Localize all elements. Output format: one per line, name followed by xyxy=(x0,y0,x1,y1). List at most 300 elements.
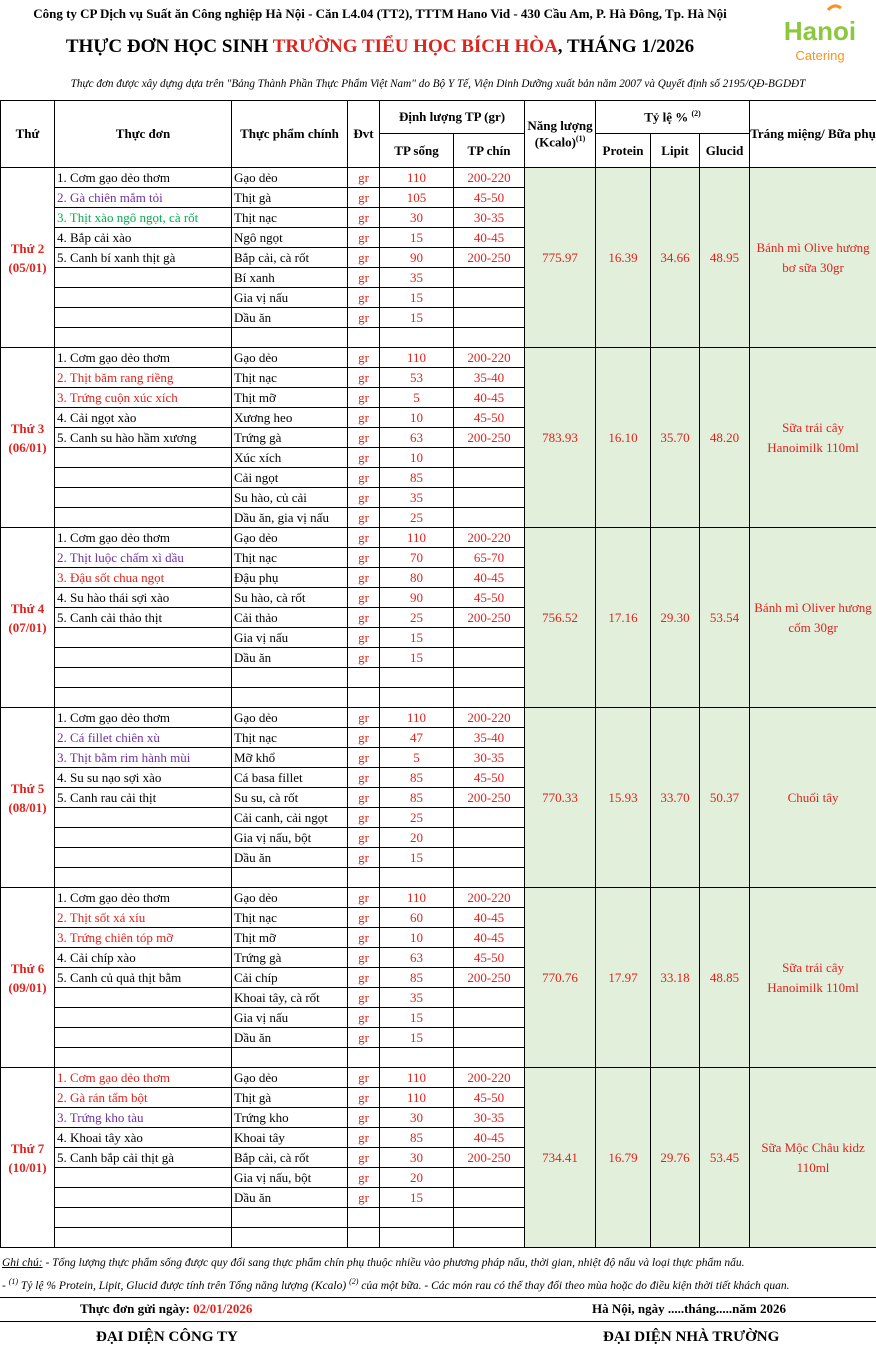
unit-cell: gr xyxy=(348,248,380,268)
cooked-qty-cell xyxy=(454,1048,525,1068)
raw-qty-cell: 20 xyxy=(380,1168,454,1188)
raw-qty-cell: 110 xyxy=(380,708,454,728)
cooked-qty-cell: 40-45 xyxy=(454,568,525,588)
cooked-qty-cell xyxy=(454,508,525,528)
food-item: Su hào, cà rốt xyxy=(232,588,348,608)
unit-cell: gr xyxy=(348,628,380,648)
note-label: Ghi chú: xyxy=(2,1257,43,1269)
dish-item xyxy=(55,308,232,328)
menu-table xyxy=(0,100,876,1248)
dish-item: 1. Cơm gạo dẻo thơm xyxy=(55,1068,232,1088)
raw-qty-cell xyxy=(380,328,454,348)
cooked-qty-cell: 200-250 xyxy=(454,1148,525,1168)
col-glucid-header: Glucid xyxy=(700,134,750,168)
cooked-qty-cell xyxy=(454,828,525,848)
food-item: Su hào, củ cải xyxy=(232,488,348,508)
day-cell xyxy=(1,888,55,1068)
hanoi-catering-logo xyxy=(770,2,870,68)
cooked-qty-cell xyxy=(454,468,525,488)
col-energy-header xyxy=(525,101,596,168)
dish-item: 5. Canh bí xanh thịt gà xyxy=(55,248,232,268)
note-line-1: - Tổng lượng thực phẩm sống được quy đổi sang thực phẩm chín phụ thuộc nhiều vào phương pháp nấu, thời gian, nhiệt độ nấu và loại thực phẩm nấu. xyxy=(42,1257,745,1269)
dish-item xyxy=(55,828,232,848)
raw-qty-cell: 30 xyxy=(380,1148,454,1168)
raw-qty-cell: 25 xyxy=(380,808,454,828)
raw-qty-cell: 25 xyxy=(380,508,454,528)
food-item: Thịt mỡ xyxy=(232,928,348,948)
dish-item: 3. Thịt xào ngô ngọt, cà rốt xyxy=(55,208,232,228)
protein-cell: 16.39 xyxy=(596,168,651,348)
unit-cell: gr xyxy=(348,588,380,608)
cooked-qty-cell: 30-35 xyxy=(454,1108,525,1128)
glucid-cell: 48.95 xyxy=(700,168,750,348)
unit-cell: gr xyxy=(348,348,380,368)
cooked-qty-cell xyxy=(454,988,525,1008)
unit-cell: gr xyxy=(348,808,380,828)
raw-qty-cell: 35 xyxy=(380,988,454,1008)
cooked-qty-cell xyxy=(454,1008,525,1028)
unit-cell xyxy=(348,1048,380,1068)
cooked-qty-cell: 45-50 xyxy=(454,948,525,968)
food-item: Bí xanh xyxy=(232,268,348,288)
day-date: (05/01) xyxy=(8,259,47,275)
table-row xyxy=(1,528,876,548)
raw-qty-cell: 15 xyxy=(380,288,454,308)
dessert-cell: Bánh mì Oliver hương cốm 30gr xyxy=(750,528,876,708)
food-item: Gia vị nấu, bột xyxy=(232,1168,348,1188)
day-name: Thứ 3 xyxy=(10,420,45,436)
footer-note-2 xyxy=(2,1277,874,1292)
unit-cell: gr xyxy=(348,828,380,848)
cooked-qty-cell xyxy=(454,648,525,668)
unit-cell xyxy=(348,1208,380,1228)
unit-cell: gr xyxy=(348,428,380,448)
cooked-qty-cell: 200-250 xyxy=(454,788,525,808)
raw-qty-cell: 10 xyxy=(380,448,454,468)
food-item: Gạo dẻo xyxy=(232,168,348,188)
dish-item: 4. Khoai tây xào xyxy=(55,1128,232,1148)
col-dish-header: Thực đơn xyxy=(55,101,232,168)
unit-cell: gr xyxy=(348,448,380,468)
dish-item xyxy=(55,648,232,668)
raw-qty-cell: 30 xyxy=(380,208,454,228)
cooked-qty-cell: 65-70 xyxy=(454,548,525,568)
unit-cell: gr xyxy=(348,648,380,668)
food-item: Thịt nạc xyxy=(232,728,348,748)
cooked-qty-cell xyxy=(454,1188,525,1208)
raw-qty-cell: 85 xyxy=(380,788,454,808)
col-cooked-header: TP chín xyxy=(454,134,525,168)
unit-cell: gr xyxy=(348,888,380,908)
logo-graphic xyxy=(770,2,870,68)
cooked-qty-cell: 45-50 xyxy=(454,408,525,428)
food-item: Mỡ khổ xyxy=(232,748,348,768)
food-item xyxy=(232,668,348,688)
cooked-qty-cell xyxy=(454,868,525,888)
protein-cell: 17.16 xyxy=(596,528,651,708)
raw-qty-cell: 110 xyxy=(380,1068,454,1088)
dish-item: 2. Cá fillet chiên xù xyxy=(55,728,232,748)
cooked-qty-cell xyxy=(454,488,525,508)
col-food-header: Thực phẩm chính xyxy=(232,101,348,168)
raw-qty-cell: 15 xyxy=(380,1188,454,1208)
dish-item: 1. Cơm gạo dẻo thơm xyxy=(55,168,232,188)
col-dessert-header: Tráng miệng/ Bữa phụ xyxy=(750,101,876,168)
sent-label: Thực đơn gửi ngày: xyxy=(80,1301,194,1316)
footer-divider-2 xyxy=(0,1321,876,1322)
col-ratio-header xyxy=(596,101,750,134)
raw-qty-cell: 60 xyxy=(380,908,454,928)
cooked-qty-cell: 200-220 xyxy=(454,888,525,908)
raw-qty-cell: 15 xyxy=(380,1008,454,1028)
glucid-cell: 50.37 xyxy=(700,708,750,888)
unit-cell xyxy=(348,868,380,888)
food-item: Gia vị nấu xyxy=(232,288,348,308)
cooked-qty-cell xyxy=(454,1228,525,1248)
raw-qty-cell: 15 xyxy=(380,648,454,668)
dish-item: 4. Cải ngọt xào xyxy=(55,408,232,428)
cooked-qty-cell: 45-50 xyxy=(454,588,525,608)
place-date: Hà Nội, ngày .....tháng.....năm 2026 xyxy=(592,1301,786,1316)
protein-cell: 16.10 xyxy=(596,348,651,528)
food-item: Gạo dẻo xyxy=(232,708,348,728)
company-header: Công ty CP Dịch vụ Suất ăn Công nghiệp Hà Nội - Căn L4.04 (TT2), TTTM Hano Vid - 430 Cầu Am, P. Hà Đông, Tp. Hà Nội xyxy=(33,6,727,21)
dish-item: 5. Canh củ quả thịt bằm xyxy=(55,968,232,988)
raw-qty-cell: 15 xyxy=(380,848,454,868)
table-row xyxy=(1,168,876,188)
food-item: Trứng gà xyxy=(232,428,348,448)
dish-item xyxy=(55,868,232,888)
raw-qty-cell: 15 xyxy=(380,628,454,648)
cooked-qty-cell: 200-220 xyxy=(454,708,525,728)
cooked-qty-cell xyxy=(454,448,525,468)
unit-cell: gr xyxy=(348,1148,380,1168)
food-item: Đậu phụ xyxy=(232,568,348,588)
cooked-qty-cell: 200-250 xyxy=(454,968,525,988)
raw-qty-cell: 110 xyxy=(380,168,454,188)
day-cell xyxy=(1,1068,55,1248)
raw-qty-cell: 15 xyxy=(380,228,454,248)
unit-cell: gr xyxy=(348,1168,380,1188)
unit-cell: gr xyxy=(348,528,380,548)
food-item: Gia vị nấu xyxy=(232,1008,348,1028)
dish-item xyxy=(55,1188,232,1208)
day-cell xyxy=(1,528,55,708)
raw-qty-cell: 85 xyxy=(380,768,454,788)
dish-item: 5. Canh rau cải thịt xyxy=(55,788,232,808)
unit-cell: gr xyxy=(348,508,380,528)
dish-item xyxy=(55,268,232,288)
dish-item: 4. Su hào thái sợi xào xyxy=(55,588,232,608)
note2-sup1: (1) xyxy=(8,1277,19,1286)
unit-cell: gr xyxy=(348,788,380,808)
energy-cell: 734.41 xyxy=(525,1068,596,1248)
food-item: Xúc xích xyxy=(232,448,348,468)
col-day-header: Thứ xyxy=(1,101,55,168)
cooked-qty-cell: 30-35 xyxy=(454,208,525,228)
raw-qty-cell: 63 xyxy=(380,948,454,968)
raw-qty-cell: 85 xyxy=(380,468,454,488)
unit-cell xyxy=(348,688,380,708)
raw-qty-cell: 20 xyxy=(380,828,454,848)
cooked-qty-cell: 40-45 xyxy=(454,908,525,928)
unit-cell: gr xyxy=(348,748,380,768)
day-name: Thứ 6 xyxy=(10,960,45,976)
food-item: Trứng kho xyxy=(232,1108,348,1128)
dish-item xyxy=(55,628,232,648)
sent-date: 02/01/2026 xyxy=(193,1301,253,1316)
cooked-qty-cell xyxy=(454,308,525,328)
food-item: Gạo dẻo xyxy=(232,528,348,548)
cooked-qty-cell: 45-50 xyxy=(454,1088,525,1108)
glucid-cell: 53.54 xyxy=(700,528,750,708)
dish-item: 1. Cơm gạo dẻo thơm xyxy=(55,888,232,908)
dish-item: 5. Canh bắp cải thịt gà xyxy=(55,1148,232,1168)
food-item: Thịt nạc xyxy=(232,208,348,228)
unit-cell: gr xyxy=(348,388,380,408)
cooked-qty-cell: 40-45 xyxy=(454,1128,525,1148)
food-item: Bắp cải, cà rốt xyxy=(232,1148,348,1168)
food-item: Thịt nạc xyxy=(232,548,348,568)
food-item xyxy=(232,688,348,708)
logo-subtitle: Catering xyxy=(795,48,845,63)
raw-qty-cell: 47 xyxy=(380,728,454,748)
unit-cell: gr xyxy=(348,1128,380,1148)
col-raw-header: TP sống xyxy=(380,134,454,168)
lipid-cell: 35.70 xyxy=(651,348,700,528)
dessert-cell: Chuối tây xyxy=(750,708,876,888)
table-row xyxy=(1,888,876,908)
food-item xyxy=(232,328,348,348)
food-item: Khoai tây xyxy=(232,1128,348,1148)
table-row xyxy=(1,348,876,368)
unit-cell: gr xyxy=(348,568,380,588)
energy-cell: 775.97 xyxy=(525,168,596,348)
cooked-qty-cell xyxy=(454,268,525,288)
cooked-qty-cell xyxy=(454,668,525,688)
raw-qty-cell xyxy=(380,1208,454,1228)
dish-item xyxy=(55,1228,232,1248)
note2-prefix: - xyxy=(2,1279,9,1292)
dish-item: 2. Gà chiên mắm tỏi xyxy=(55,188,232,208)
raw-qty-cell: 105 xyxy=(380,188,454,208)
food-item: Dầu ăn xyxy=(232,648,348,668)
raw-qty-cell: 15 xyxy=(380,308,454,328)
unit-cell: gr xyxy=(348,948,380,968)
food-item: Gạo dẻo xyxy=(232,348,348,368)
raw-qty-cell: 110 xyxy=(380,1088,454,1108)
cooked-qty-cell xyxy=(454,1168,525,1188)
day-name: Thứ 2 xyxy=(10,240,45,256)
dish-item: 1. Cơm gạo dẻo thơm xyxy=(55,708,232,728)
raw-qty-cell xyxy=(380,688,454,708)
lipid-cell: 34.66 xyxy=(651,168,700,348)
glucid-cell: 48.20 xyxy=(700,348,750,528)
logo-wordmark: Hanoi xyxy=(783,16,857,46)
note2-b: của một bữa. - Các món rau có thể thay đổi theo mùa hoặc do điều kiện thời tiết khách quan. xyxy=(358,1279,790,1292)
cooked-qty-cell xyxy=(454,808,525,828)
table-row xyxy=(1,1068,876,1088)
lipid-cell: 33.70 xyxy=(651,708,700,888)
dish-item: 2. Thịt sốt xá xíu xyxy=(55,908,232,928)
cooked-qty-cell: 200-250 xyxy=(454,428,525,448)
raw-qty-cell: 110 xyxy=(380,348,454,368)
school-representative: ĐẠI DIỆN NHÀ TRƯỜNG xyxy=(603,1329,780,1345)
dish-item: 5. Canh su hào hầm xương xyxy=(55,428,232,448)
lipid-cell: 29.30 xyxy=(651,528,700,708)
glucid-cell: 48.85 xyxy=(700,888,750,1068)
raw-qty-cell: 35 xyxy=(380,488,454,508)
day-name: Thứ 4 xyxy=(10,600,45,616)
unit-cell: gr xyxy=(348,708,380,728)
dish-item: 1. Cơm gạo dẻo thơm xyxy=(55,348,232,368)
raw-qty-cell: 30 xyxy=(380,1108,454,1128)
raw-qty-cell xyxy=(380,668,454,688)
food-item: Dầu ăn xyxy=(232,308,348,328)
raw-qty-cell: 25 xyxy=(380,608,454,628)
unit-cell: gr xyxy=(348,368,380,388)
dish-item xyxy=(55,1048,232,1068)
food-item xyxy=(232,1228,348,1248)
cooked-qty-cell xyxy=(454,628,525,648)
col-lipid-header: Lipit xyxy=(651,134,700,168)
unit-cell: gr xyxy=(348,288,380,308)
unit-cell: gr xyxy=(348,228,380,248)
cooked-qty-cell xyxy=(454,688,525,708)
raw-qty-cell: 90 xyxy=(380,588,454,608)
unit-cell: gr xyxy=(348,928,380,948)
food-item: Su su, cà rốt xyxy=(232,788,348,808)
unit-cell: gr xyxy=(348,1188,380,1208)
dish-item: 3. Trứng kho tàu xyxy=(55,1108,232,1128)
dish-item xyxy=(55,288,232,308)
food-item: Bắp cải, cà rốt xyxy=(232,248,348,268)
day-date: (07/01) xyxy=(8,619,47,635)
raw-qty-cell xyxy=(380,1048,454,1068)
dish-item: 4. Su su nạo sợi xào xyxy=(55,768,232,788)
raw-qty-cell: 85 xyxy=(380,1128,454,1148)
energy-cell: 783.93 xyxy=(525,348,596,528)
dish-item: 3. Trứng cuộn xúc xích xyxy=(55,388,232,408)
cooked-qty-cell xyxy=(454,848,525,868)
day-name: Thứ 7 xyxy=(10,1140,45,1156)
raw-qty-cell: 90 xyxy=(380,248,454,268)
food-item: Dầu ăn xyxy=(232,848,348,868)
food-item: Thịt nạc xyxy=(232,908,348,928)
food-item: Thịt nạc xyxy=(232,368,348,388)
food-item: Gạo dẻo xyxy=(232,888,348,908)
col-protein-header: Protein xyxy=(596,134,651,168)
dish-item: 4. Cải chíp xào xyxy=(55,948,232,968)
raw-qty-cell xyxy=(380,868,454,888)
dish-item xyxy=(55,1168,232,1188)
table-row xyxy=(1,708,876,728)
raw-qty-cell: 110 xyxy=(380,528,454,548)
sent-date-line xyxy=(80,1301,252,1317)
day-date: (08/01) xyxy=(8,799,47,815)
food-item: Gia vị nấu xyxy=(232,628,348,648)
footer-note-1 xyxy=(2,1257,874,1269)
dessert-cell: Bánh mì Olive hương bơ sữa 30gr xyxy=(750,168,876,348)
note2-sup2: (2) xyxy=(349,1277,359,1286)
food-item: Cải ngọt xyxy=(232,468,348,488)
raw-qty-cell: 53 xyxy=(380,368,454,388)
dish-item: 2. Gà rán tẩm bột xyxy=(55,1088,232,1108)
food-item: Ngô ngọt xyxy=(232,228,348,248)
reference-note: Thực đơn được xây dựng dựa trên "Bảng Thành Phần Thực Phẩm Việt Nam" do Bộ Y Tế, Viện Dinh Dưỡng xuất bản năm 2007 và Quyết định số 2195/QĐ-BGDĐT xyxy=(70,78,806,90)
dish-item: 5. Canh cải thảo thịt xyxy=(55,608,232,628)
raw-qty-cell: 15 xyxy=(380,1028,454,1048)
dish-item xyxy=(55,468,232,488)
day-date: (09/01) xyxy=(8,979,47,995)
dish-item xyxy=(55,508,232,528)
food-item xyxy=(232,868,348,888)
dish-item xyxy=(55,448,232,468)
food-item: Trứng gà xyxy=(232,948,348,968)
food-item: Xương heo xyxy=(232,408,348,428)
cooked-qty-cell: 200-220 xyxy=(454,168,525,188)
company-representative: ĐẠI DIỆN CÔNG TY xyxy=(96,1329,238,1345)
energy-cell: 770.76 xyxy=(525,888,596,1068)
dessert-cell: Sữa trái cây Hanoimilk 110ml xyxy=(750,348,876,528)
energy-cell: 770.33 xyxy=(525,708,596,888)
dish-item xyxy=(55,848,232,868)
unit-cell: gr xyxy=(348,208,380,228)
protein-cell: 16.79 xyxy=(596,1068,651,1248)
logo-swoosh xyxy=(828,6,841,10)
energy-cell: 756.52 xyxy=(525,528,596,708)
unit-cell: gr xyxy=(348,988,380,1008)
dish-item xyxy=(55,668,232,688)
food-item: Cá basa fillet xyxy=(232,768,348,788)
unit-cell: gr xyxy=(348,168,380,188)
col-unit-header: Đvt xyxy=(348,101,380,168)
day-cell xyxy=(1,708,55,888)
unit-cell: gr xyxy=(348,188,380,208)
food-item xyxy=(232,1048,348,1068)
dish-item xyxy=(55,808,232,828)
raw-qty-cell: 70 xyxy=(380,548,454,568)
menu-body xyxy=(1,168,876,1248)
unit-cell: gr xyxy=(348,1068,380,1088)
food-item: Khoai tây, cà rốt xyxy=(232,988,348,1008)
dessert-cell: Sữa trái cây Hanoimilk 110ml xyxy=(750,888,876,1068)
unit-cell: gr xyxy=(348,488,380,508)
unit-cell: gr xyxy=(348,268,380,288)
unit-cell: gr xyxy=(348,968,380,988)
energy-sup: (1) xyxy=(575,133,586,143)
unit-cell: gr xyxy=(348,1088,380,1108)
unit-cell xyxy=(348,328,380,348)
dish-item xyxy=(55,988,232,1008)
food-item: Thịt gà xyxy=(232,188,348,208)
raw-qty-cell: 10 xyxy=(380,928,454,948)
dish-item: 3. Trứng chiên tóp mỡ xyxy=(55,928,232,948)
cooked-qty-cell: 45-50 xyxy=(454,768,525,788)
protein-cell: 15.93 xyxy=(596,708,651,888)
food-item: Cải canh, cải ngọt xyxy=(232,808,348,828)
food-item: Cải chíp xyxy=(232,968,348,988)
unit-cell: gr xyxy=(348,1028,380,1048)
food-item: Dầu ăn xyxy=(232,1188,348,1208)
food-item: Gia vị nấu, bột xyxy=(232,828,348,848)
unit-cell xyxy=(348,668,380,688)
footer-divider xyxy=(0,1297,876,1298)
raw-qty-cell: 5 xyxy=(380,388,454,408)
dish-item: 3. Thịt bằm rim hành mùi xyxy=(55,748,232,768)
cooked-qty-cell: 40-45 xyxy=(454,388,525,408)
raw-qty-cell: 85 xyxy=(380,968,454,988)
